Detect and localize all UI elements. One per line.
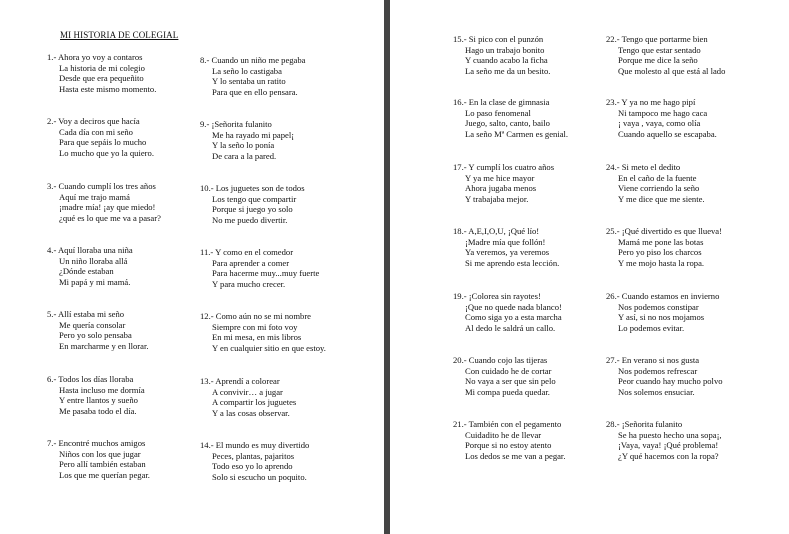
- verse-line: Nos podemos refrescar: [618, 365, 698, 376]
- verse-line: Para que en ello pensara.: [212, 86, 298, 97]
- verse-line: Si me aprendo esta lección.: [465, 257, 560, 268]
- verse-line: Y en cualquier sitio en que estoy.: [212, 342, 326, 353]
- verse-line: Y me mojo hasta la ropa.: [618, 257, 705, 268]
- page-title: MI HISTORIA DE COLEGIAL: [60, 30, 179, 40]
- verse-line: No vaya a ser que sin pelo: [465, 376, 556, 387]
- verse-line: 1.- Ahora yo voy a contaros: [47, 52, 143, 62]
- verse-line: Juego, salto, canto, bailo: [465, 118, 550, 129]
- verse-2: [47, 116, 154, 158]
- verse-line: Un niño lloraba allá: [59, 255, 128, 266]
- verse-line: ¡Vaya, vaya! ¡Qué problema!: [618, 440, 719, 451]
- verse-line: Cuidadito he de llevar: [465, 429, 542, 440]
- verse-line: No me puedo divertir.: [212, 214, 288, 225]
- verse-line: Para que sepáis lo mucho: [59, 137, 147, 148]
- verse-line: 20.- Cuando cojo las tijeras: [453, 355, 548, 365]
- verse-line: 23.- Y ya no me hago pipí: [606, 97, 696, 107]
- verse-line: Me quería consolar: [59, 319, 126, 330]
- verse-15: [453, 34, 550, 76]
- verse-1: [47, 52, 156, 94]
- verse-line: Y entre llantos y sueño: [59, 395, 138, 406]
- verse-line: 19.- ¡Colorea sin rayotes!: [453, 291, 541, 301]
- verse-line: Porque si juego yo solo: [212, 204, 293, 215]
- verse-10: [200, 183, 305, 225]
- verse-line: 22.- Tengo que portarme bien: [606, 34, 708, 44]
- verse-line: 17.- Y cumplí los cuatro años: [453, 162, 555, 172]
- verse-line: 8.- Cuando un niño me pegaba: [200, 55, 306, 65]
- verse-line: Lo paso fenomenal: [465, 107, 531, 118]
- verse-line: Los dedos se me van a pegar.: [465, 450, 566, 461]
- verse-line: 15.- Si pico con el punzón: [453, 34, 544, 44]
- verse-line: Para aprender a comer: [212, 257, 290, 268]
- verse-17: [453, 162, 554, 204]
- verse-13: [200, 376, 296, 418]
- right-page: [390, 0, 789, 534]
- verse-line: La seño me da un besito.: [465, 65, 551, 76]
- verse-27: [606, 355, 723, 397]
- verse-line: A convivir… a jugar: [212, 386, 283, 397]
- verse-line: Me ha rayado mi papel¡: [212, 129, 295, 140]
- verse-12: [200, 311, 326, 353]
- verse-line: 13.- Aprendí a colorear: [200, 376, 280, 386]
- verse-line: Y para mucho crecer.: [212, 278, 286, 289]
- verse-line: 12.- Como aún no se mi nombre: [200, 311, 311, 321]
- verse-line: 18.- A,E,I,O,U, ¡Qué lío!: [453, 226, 540, 236]
- verse-line: Hasta este mismo momento.: [59, 83, 157, 94]
- verse-line: Hago un trabajo bonito: [465, 44, 545, 55]
- verse-4: [47, 245, 133, 287]
- verse-line: ¡madre mía! ¡ay que miedo!: [59, 202, 156, 213]
- verse-line: Aquí me trajo mamá: [59, 191, 130, 202]
- verse-line: En marcharme y en llorar.: [59, 340, 149, 351]
- verse-line: ¡Madre mía que follón!: [465, 236, 546, 247]
- verse-line: 14.- El mundo es muy divertido: [200, 440, 310, 450]
- verse-7: [47, 438, 150, 480]
- verse-line: Pero allí también estaban: [59, 459, 146, 470]
- verse-line: 24.- Si meto el dedito: [606, 162, 681, 172]
- verse-line: Pero yo solo pensaba: [59, 330, 132, 341]
- verse-line: Nos podemos constipar: [618, 301, 699, 312]
- verse-line: La seño Mª Carmen es genial.: [465, 128, 569, 139]
- verse-line: Como siga yo a esta marcha: [465, 312, 562, 323]
- verse-21: [453, 419, 565, 461]
- verse-22: [606, 34, 725, 76]
- verse-line: ¿Y qué hacemos con la ropa?: [618, 450, 719, 461]
- verse-line: 2.- Voy a deciros que hacía: [47, 116, 140, 126]
- verse-line: 7.- Encontré muchos amigos: [47, 438, 146, 448]
- verse-line: 5.- Allí estaba mi seño: [47, 309, 125, 319]
- verse-line: Que molesto al que está al lado: [618, 65, 726, 76]
- verse-line: Mi compa pueda quedar.: [465, 386, 550, 397]
- verse-line: 27.- En verano si nos gusta: [606, 355, 700, 365]
- verse-line: 28.- ¡Señorita fulanito: [606, 419, 683, 429]
- verse-line: Y trabajaba mejor.: [465, 193, 529, 204]
- verse-line: En mi mesa, en mis libros: [212, 332, 302, 343]
- verse-line: Tengo que estar sentado: [618, 44, 701, 55]
- verse-line: Siempre con mi foto voy: [212, 321, 298, 332]
- verse-line: 16.- En la clase de gimnasia: [453, 97, 550, 107]
- verse-line: En el caño de la fuente: [618, 172, 697, 183]
- verse-line: Y me dice que me siente.: [618, 193, 705, 204]
- verse-25: [606, 226, 722, 268]
- verse-line: Todo eso yo lo aprendo: [212, 461, 293, 472]
- verse-line: Ya veremos, ya veremos: [465, 247, 550, 258]
- verse-line: 26.- Cuando estamos en invierno: [606, 291, 720, 301]
- verse-28: [606, 419, 722, 461]
- verse-line: Los que me querían pegar.: [59, 469, 150, 480]
- verse-line: 21.- También con el pegamento: [453, 419, 562, 429]
- verse-11: [200, 247, 319, 289]
- verse-line: Y así, si no nos mojamos: [618, 312, 705, 323]
- verse-line: 10.- Los juguetes son de todos: [200, 183, 305, 193]
- verse-20: [453, 355, 556, 397]
- verse-line: Lo podemos evitar.: [618, 322, 685, 333]
- verse-line: 4.- Aquí lloraba una niña: [47, 245, 133, 255]
- verse-8: [200, 55, 306, 97]
- verse-line: Mamá me pone las botas: [618, 236, 704, 247]
- verse-line: Desde que era pequeñito: [59, 73, 144, 84]
- verse-14: [200, 440, 309, 482]
- verse-line: ¿qué es lo que me va a pasar?: [59, 212, 161, 223]
- verse-line: La historia de mi colegio: [59, 62, 145, 73]
- verse-line: 25.- ¡Qué divertido es que llueva!: [606, 226, 722, 236]
- verse-line: Ni tampoco me hago caca: [618, 107, 708, 118]
- verse-line: Me pasaba todo el día.: [59, 405, 137, 416]
- verse-line: 11.- Y como en el comedor: [200, 247, 294, 257]
- verse-line: ¡Que no quede nada blanco!: [465, 301, 562, 312]
- verse-line: Porque si no estoy atento: [465, 440, 552, 451]
- verse-line: 6.- Todos los días lloraba: [47, 374, 134, 384]
- verse-line: Y cuando acabo la ficha: [465, 55, 548, 66]
- verse-line: Ahora jugaba menos: [465, 183, 537, 194]
- verse-line: A compartir los juguetes: [212, 397, 297, 408]
- verse-9: [200, 119, 294, 161]
- verse-3: [47, 181, 161, 223]
- verse-line: Los tengo que compartir: [212, 193, 297, 204]
- verse-line: Cuando aquello se escapaba.: [618, 128, 717, 139]
- verse-line: La seño lo castigaba: [212, 65, 282, 76]
- verse-5: [47, 309, 148, 351]
- verse-19: [453, 291, 562, 333]
- verse-26: [606, 291, 719, 333]
- verse-line: Y ya me hice mayor: [465, 172, 535, 183]
- verse-line: Lo mucho que yo la quiero.: [59, 147, 154, 158]
- verse-line: Hasta incluso me dormía: [59, 384, 145, 395]
- verse-16: [453, 97, 568, 139]
- verse-line: Y la seño lo ponía: [212, 140, 275, 151]
- verse-line: De cara a la pared.: [212, 150, 277, 161]
- verse-line: Porque me dice la seño: [618, 55, 698, 66]
- verse-line: Al dedo le saldrá un callo.: [465, 322, 556, 333]
- verse-23: [606, 97, 717, 139]
- verse-line: Con cuidado he de cortar: [465, 365, 552, 376]
- verse-line: 9.- ¡Señorita fulanito: [200, 119, 272, 129]
- verse-line: Cada día con mi seño: [59, 126, 133, 137]
- verse-line: Pero yo piso los charcos: [618, 247, 702, 258]
- verse-line: ¿Dónde estaban: [59, 266, 114, 277]
- verse-line: ¡ vaya , vaya, como olía: [618, 118, 701, 129]
- verse-line: 3.- Cuando cumplí los tres años: [47, 181, 156, 191]
- verse-18: [453, 226, 559, 268]
- verse-line: Para hacerme muy...muy fuerte: [212, 268, 320, 279]
- verse-24: [606, 162, 705, 204]
- verse-line: Nos solemos ensuciar.: [618, 386, 695, 397]
- verse-line: Niños con los que jugar: [59, 448, 141, 459]
- verse-line: Peces, plantas, pajaritos: [212, 450, 295, 461]
- verse-line: Viene corriendo la seño: [618, 183, 700, 194]
- verse-line: Se ha puesto hecho una sopa¡,: [618, 429, 722, 440]
- verse-line: Y a las cosas observar.: [212, 407, 290, 418]
- verse-6: [47, 374, 145, 416]
- verse-line: Solo si escucho un poquito.: [212, 471, 307, 482]
- verse-line: Peor cuando hay mucho polvo: [618, 376, 723, 387]
- verse-line: Y lo sentaba un ratito: [212, 76, 286, 87]
- verse-line: Mi papá y mi mamá.: [59, 276, 131, 287]
